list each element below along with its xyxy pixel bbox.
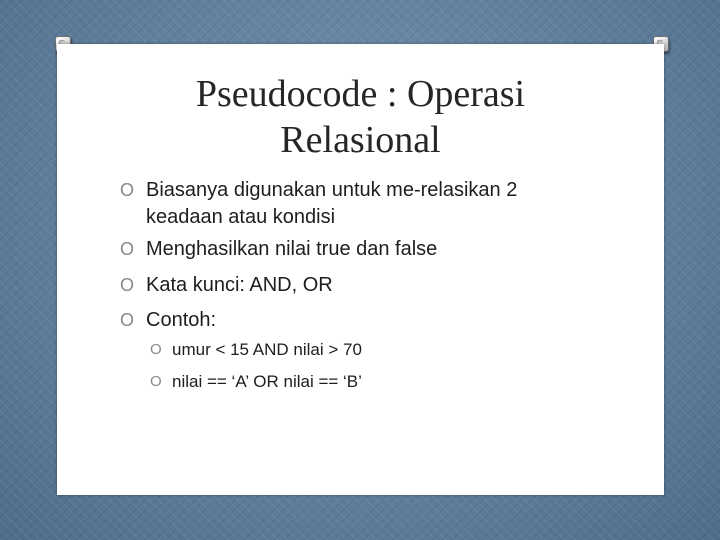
bullet-marker: O: [120, 310, 135, 330]
sub-bullet-item: [150, 338, 362, 362]
bullet-item: [120, 236, 438, 263]
sub-bullet-text: umur < 15 AND nilai > 70: [172, 340, 362, 359]
sub-bullet-text: nilai == ‘A’ OR nilai == ‘B’: [172, 372, 362, 391]
bullet-marker: O: [150, 373, 162, 390]
bullet-text-continued: keadaan atau kondisi: [146, 206, 336, 228]
bullet-list: [57, 44, 664, 495]
bullet-text: Biasanya digunakan untuk me-relasikan 2: [146, 179, 518, 201]
bullet-item: [120, 177, 518, 231]
bullet-text: Menghasilkan nilai true dan false: [146, 238, 438, 260]
bullet-marker: O: [150, 341, 162, 358]
bullet-marker: O: [120, 180, 135, 200]
sub-bullet-item: [150, 370, 362, 394]
bullet-marker: O: [120, 239, 135, 259]
slide-title-line-2: Relasional: [280, 119, 441, 161]
bullet-text: Kata kunci: AND, OR: [146, 274, 333, 296]
slide-card: [57, 44, 664, 495]
slide-title-line-1: Pseudocode : Operasi: [195, 73, 526, 115]
bullet-item: [120, 272, 333, 299]
bullet-marker: O: [120, 275, 135, 295]
bullet-text: Contoh:: [146, 309, 217, 331]
bullet-item: [120, 307, 217, 334]
